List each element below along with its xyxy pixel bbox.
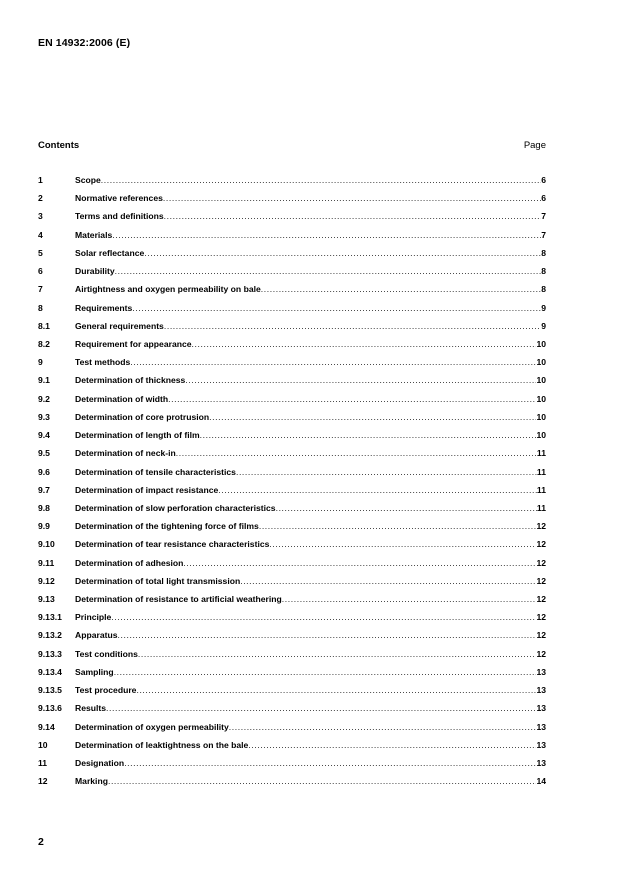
toc-dot-leader — [164, 211, 542, 221]
toc-entry[interactable] — [38, 284, 546, 302]
toc-entry-page: 8 — [541, 247, 546, 258]
toc-entry[interactable] — [38, 594, 546, 612]
toc-entry-title: Determination of leaktightness on the bale — [75, 739, 249, 750]
toc-entry-title: Normative references — [75, 193, 163, 204]
toc-entry-number: 9.14 — [38, 721, 55, 732]
toc-entry-number: 3 — [38, 211, 43, 222]
toc-dot-leader — [248, 740, 536, 750]
toc-entry[interactable] — [38, 558, 546, 576]
toc-entry-number: 7 — [38, 284, 43, 295]
toc-dot-leader — [115, 266, 542, 276]
toc-entry[interactable] — [38, 339, 546, 357]
toc-dot-leader — [114, 667, 537, 677]
toc-entry-number: 9.5 — [38, 448, 50, 459]
toc-entry[interactable] — [38, 758, 546, 776]
toc-entry-title: Requirement for appearance — [75, 338, 192, 349]
toc-dot-leader — [111, 612, 536, 622]
toc-dot-leader — [192, 339, 537, 349]
toc-dot-leader — [112, 230, 541, 240]
toc-dot-leader — [106, 703, 536, 713]
toc-entry-number: 9.10 — [38, 539, 55, 550]
toc-entry-page: 6 — [541, 193, 546, 204]
table-of-contents — [38, 175, 546, 794]
toc-entry[interactable] — [38, 703, 546, 721]
toc-entry[interactable] — [38, 394, 546, 412]
toc-entry-page: 10 — [536, 375, 546, 386]
toc-dot-leader — [130, 357, 536, 367]
toc-entry-title: Apparatus — [75, 630, 118, 641]
toc-entry[interactable] — [38, 539, 546, 557]
contents-heading: Contents — [38, 140, 80, 151]
toc-entry-title: Designation — [75, 758, 125, 768]
toc-entry-page: 9 — [541, 320, 546, 331]
toc-entry[interactable] — [38, 722, 546, 740]
toc-entry-number: 12 — [38, 776, 48, 787]
toc-entry-page: 12 — [536, 539, 546, 550]
toc-entry-page: 10 — [536, 430, 546, 441]
toc-entry-title: Determination of thickness — [75, 375, 186, 386]
toc-dot-leader — [218, 485, 537, 495]
toc-entry-page: 12 — [536, 630, 546, 641]
toc-entry-number: 9.13.6 — [38, 703, 62, 714]
toc-entry-number: 9.12 — [38, 575, 55, 586]
toc-entry-title: Determination of length of film — [75, 430, 200, 441]
toc-entry[interactable] — [38, 576, 546, 594]
toc-entry-title: Determination of slow perforation characteristics — [75, 502, 276, 513]
toc-entry-page: 13 — [536, 666, 546, 677]
toc-entry-title: Determination of tensile characteristics — [75, 466, 236, 477]
toc-entry-page: 11 — [536, 502, 546, 513]
toc-entry-number: 9.9 — [38, 521, 50, 532]
page-column-heading: Page — [523, 140, 546, 151]
toc-entry-page: 8 — [541, 284, 546, 295]
toc-entry-number: 6 — [38, 266, 43, 277]
toc-dot-leader — [200, 430, 537, 440]
toc-dot-leader — [269, 539, 536, 549]
toc-entry-number: 9.13.3 — [38, 648, 62, 659]
toc-entry-number: 9.2 — [38, 393, 50, 404]
toc-entry[interactable] — [38, 667, 546, 685]
toc-dot-leader — [176, 448, 537, 458]
toc-dot-leader — [282, 594, 537, 604]
toc-entry-page: 10 — [536, 393, 546, 404]
toc-dot-leader — [185, 375, 536, 385]
toc-entry-page: 12 — [536, 557, 546, 568]
toc-entry-page: 11 — [536, 448, 546, 459]
toc-dot-leader — [276, 503, 537, 513]
toc-entry-title: Test methods — [75, 357, 131, 368]
toc-entry-number: 9.6 — [38, 466, 50, 477]
toc-entry-title: Principle — [75, 612, 112, 623]
toc-entry-page: 9 — [541, 302, 546, 313]
toc-entry-title: Scope — [75, 175, 101, 185]
toc-entry-title: Determination of impact resistance — [75, 484, 219, 495]
toc-entry-page: 12 — [536, 612, 546, 623]
document-id: EN 14932:2006 (E) — [38, 37, 131, 49]
toc-entry-page: 8 — [541, 266, 546, 277]
toc-entry[interactable] — [38, 612, 546, 630]
toc-entry-page: 10 — [536, 411, 546, 422]
toc-entry-number: 10 — [38, 739, 48, 750]
toc-entry-page: 11 — [536, 484, 546, 495]
toc-dot-leader — [240, 576, 536, 586]
toc-dot-leader — [144, 248, 541, 258]
toc-entry-page: 12 — [536, 521, 546, 532]
toc-entry-title: Airtightness and oxygen permeability on bale — [75, 284, 261, 295]
toc-entry-number: 11 — [38, 758, 48, 768]
toc-entry-page: 10 — [536, 338, 546, 349]
toc-entry-title: Requirements — [75, 302, 133, 313]
toc-entry-number: 8.1 — [38, 320, 50, 331]
toc-entry[interactable] — [38, 685, 546, 703]
toc-entry-title: Solar reflectance — [75, 247, 145, 258]
toc-entry-page: 13 — [536, 703, 546, 714]
toc-dot-leader — [261, 284, 541, 294]
toc-entry-page: 7 — [541, 211, 546, 222]
toc-entry-number: 9.13.4 — [38, 666, 62, 677]
toc-dot-leader — [209, 412, 536, 422]
toc-entry-number: 9.13.2 — [38, 630, 62, 641]
toc-entry-title: Durability — [75, 266, 115, 277]
toc-entry-title: Determination of the tightening force of films — [75, 521, 259, 532]
toc-entry-number: 9.13.5 — [38, 685, 62, 696]
toc-entry-number: 9.8 — [38, 502, 50, 513]
toc-entry[interactable] — [38, 248, 546, 266]
toc-entry-page: 6 — [541, 175, 546, 185]
toc-entry-page: 14 — [536, 776, 546, 787]
toc-entry-page: 12 — [536, 575, 546, 586]
toc-entry-number: 5 — [38, 247, 43, 258]
toc-dot-leader — [101, 175, 541, 185]
toc-dot-leader — [168, 394, 536, 404]
toc-entry[interactable] — [38, 412, 546, 430]
toc-entry-page: 10 — [536, 357, 546, 368]
toc-dot-leader — [108, 776, 536, 786]
toc-entry[interactable] — [38, 776, 546, 794]
toc-entry[interactable] — [38, 430, 546, 448]
toc-entry-title: Results — [75, 703, 107, 714]
toc-entry-title: Determination of total light transmission — [75, 575, 241, 586]
toc-entry-title: Sampling — [75, 666, 114, 677]
toc-dot-leader — [183, 558, 536, 568]
toc-entry-number: 9.3 — [38, 411, 50, 422]
toc-entry-title: Terms and definitions — [75, 211, 164, 222]
toc-entry[interactable] — [38, 266, 546, 284]
toc-dot-leader — [236, 467, 537, 477]
toc-entry[interactable] — [38, 521, 546, 539]
toc-entry-title: Determination of tear resistance characteristics — [75, 539, 270, 550]
toc-entry-page: 7 — [541, 229, 546, 240]
toc-dot-leader — [259, 521, 537, 531]
toc-dot-leader — [132, 303, 541, 313]
toc-entry[interactable] — [38, 503, 546, 521]
toc-entry[interactable] — [38, 357, 546, 375]
toc-entry[interactable] — [38, 448, 546, 466]
toc-entry-title: Determination of neck-in — [75, 448, 176, 459]
toc-entry-page: 12 — [536, 594, 546, 605]
toc-entry-number: 2 — [38, 193, 43, 204]
toc-entry-number: 8 — [38, 302, 43, 313]
toc-entry[interactable] — [38, 193, 546, 211]
toc-entry-page: 13 — [536, 685, 546, 696]
toc-entry[interactable] — [38, 175, 546, 193]
toc-entry[interactable] — [38, 649, 546, 667]
toc-entry-number: 9.13 — [38, 594, 55, 605]
toc-entry-number: 9.13.1 — [38, 612, 62, 623]
toc-entry-title: Determination of adhesion — [75, 557, 184, 568]
page-number: 2 — [38, 836, 44, 848]
toc-entry[interactable] — [38, 230, 546, 248]
toc-entry-title: General requirements — [75, 320, 164, 331]
toc-entry[interactable] — [38, 303, 546, 321]
toc-entry-title: Determination of width — [75, 393, 169, 404]
toc-entry-number: 9.1 — [38, 375, 50, 386]
toc-entry-number: 9 — [38, 357, 43, 368]
toc-entry[interactable] — [38, 485, 546, 503]
toc-entry-number: 9.7 — [38, 484, 50, 495]
toc-entry-title: Determination of resistance to artificial weathering — [75, 594, 282, 605]
toc-entry-title: Test conditions — [75, 648, 138, 659]
toc-entry[interactable] — [38, 211, 546, 229]
toc-entry-title: Test procedure — [75, 685, 137, 696]
toc-entry-page: 12 — [536, 648, 546, 659]
toc-dot-leader — [138, 649, 537, 659]
toc-entry-number: 9.4 — [38, 430, 50, 441]
toc-entry[interactable] — [38, 630, 546, 648]
toc-entry-title: Determination of core protrusion — [75, 411, 210, 422]
toc-dot-leader — [124, 758, 536, 768]
toc-dot-leader — [118, 630, 537, 640]
toc-entry-number: 1 — [38, 175, 43, 185]
toc-entry-number: 4 — [38, 229, 43, 240]
toc-entry[interactable] — [38, 467, 546, 485]
toc-dot-leader — [136, 685, 536, 695]
toc-entry[interactable] — [38, 321, 546, 339]
toc-entry-number: 9.11 — [38, 557, 55, 568]
toc-entry-title: Materials — [75, 229, 113, 240]
toc-dot-leader — [164, 321, 541, 331]
toc-entry[interactable] — [38, 740, 546, 758]
toc-dot-leader — [229, 722, 537, 732]
toc-entry-title: Marking — [75, 776, 108, 787]
toc-entry-number: 8.2 — [38, 338, 50, 349]
toc-entry-page: 13 — [536, 758, 546, 768]
toc-entry[interactable] — [38, 375, 546, 393]
toc-entry-page: 13 — [536, 721, 546, 732]
toc-dot-leader — [163, 193, 541, 203]
toc-entry-page: 13 — [536, 739, 546, 750]
toc-entry-title: Determination of oxygen permeability — [75, 721, 229, 732]
toc-entry-page: 11 — [536, 466, 546, 477]
